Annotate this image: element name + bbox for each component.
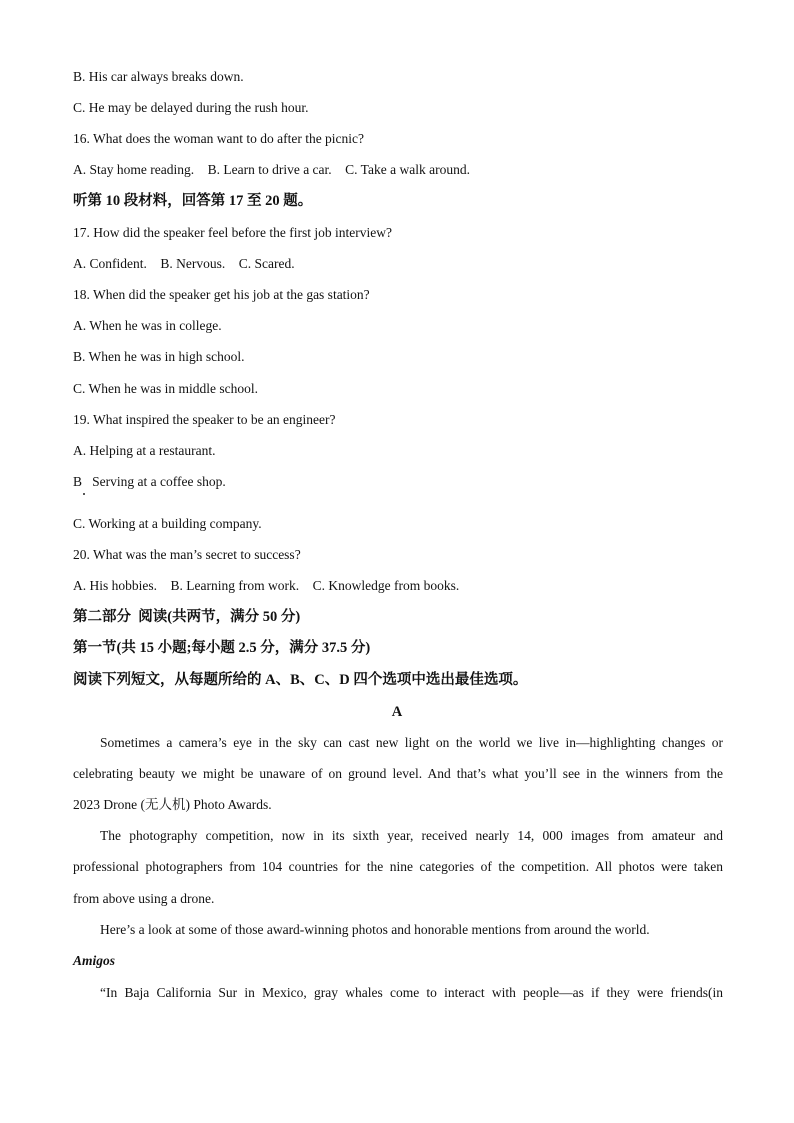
paragraph-1-line-2: celebrating beauty we might be unaware of on ground level. And that’s what you’ll see in the winners from the (73, 766, 723, 781)
part-two-heading: 第二部分 阅读(共两节，满分 50 分) (73, 609, 301, 625)
option-18c: C. When he was in middle school. (73, 381, 258, 396)
option-19c: C. Working at a building company. (73, 516, 262, 531)
option-15c: C. He may be delayed during the rush hour. (73, 100, 309, 115)
option-18a: A. When he was in college. (73, 318, 222, 333)
option-18b: B. When he was in high school. (73, 349, 245, 364)
paragraph-1-line-3: 2023 Drone (无人机) Photo Awards. (73, 797, 272, 812)
question-18: 18. When did the speaker get his job at the gas station? (73, 287, 370, 302)
paragraph-1-line-1: Sometimes a camera’s eye in the sky can cast new light on the world we live in—highlighting changes or (100, 735, 723, 750)
option-19b: B Serving at a coffee shop. (73, 474, 226, 489)
paragraph-2-line-1: The photography competition, now in its sixth year, received nearly 14, 000 images from amateur and (100, 828, 723, 843)
option-15b: B. His car always breaks down. (73, 69, 244, 84)
options-16: A. Stay home reading. B. Learn to drive a car. C. Take a walk around. (73, 162, 470, 177)
question-16: 16. What does the woman want to do after the picnic? (73, 131, 365, 146)
section-one-heading: 第一节(共 15 小题;每小题 2.5 分，满分 37.5 分) (73, 640, 371, 656)
subheading-amigos: Amigos (73, 953, 116, 968)
section-instruction-10: 听第 10 段材料，回答第 17 至 20 题。 (73, 193, 313, 209)
option-19a: A. Helping at a restaurant. (73, 443, 216, 458)
passage-title: A (391, 704, 403, 720)
options-17: A. Confident. B. Nervous. C. Scared. (73, 256, 295, 271)
paragraph-3-line-1: Here’s a look at some of those award-winning photos and honorable mentions from around the world. (100, 922, 650, 937)
reading-instruction: 阅读下列短文，从每题所给的 A、B、C、D 四个选项中选出最佳选项。 (73, 672, 528, 688)
paragraph-2-line-2: professional photographers from 104 countries for the nine categories of the competition. All photos were taken (73, 859, 723, 874)
paragraph-2-line-3: from above using a drone. (73, 891, 215, 906)
question-19: 19. What inspired the speaker to be an engineer? (73, 412, 336, 427)
options-20: A. His hobbies. B. Learning from work. C. Knowledge from books. (73, 578, 460, 593)
question-17: 17. How did the speaker feel before the first job interview? (73, 225, 393, 240)
paragraph-4-line-1: “In Baja California Sur in Mexico, gray whales come to interact with people—as if they were friends(in (100, 985, 723, 1000)
question-20: 20. What was the man’s secret to success? (73, 547, 301, 562)
stray-dot-mark (83, 493, 85, 495)
